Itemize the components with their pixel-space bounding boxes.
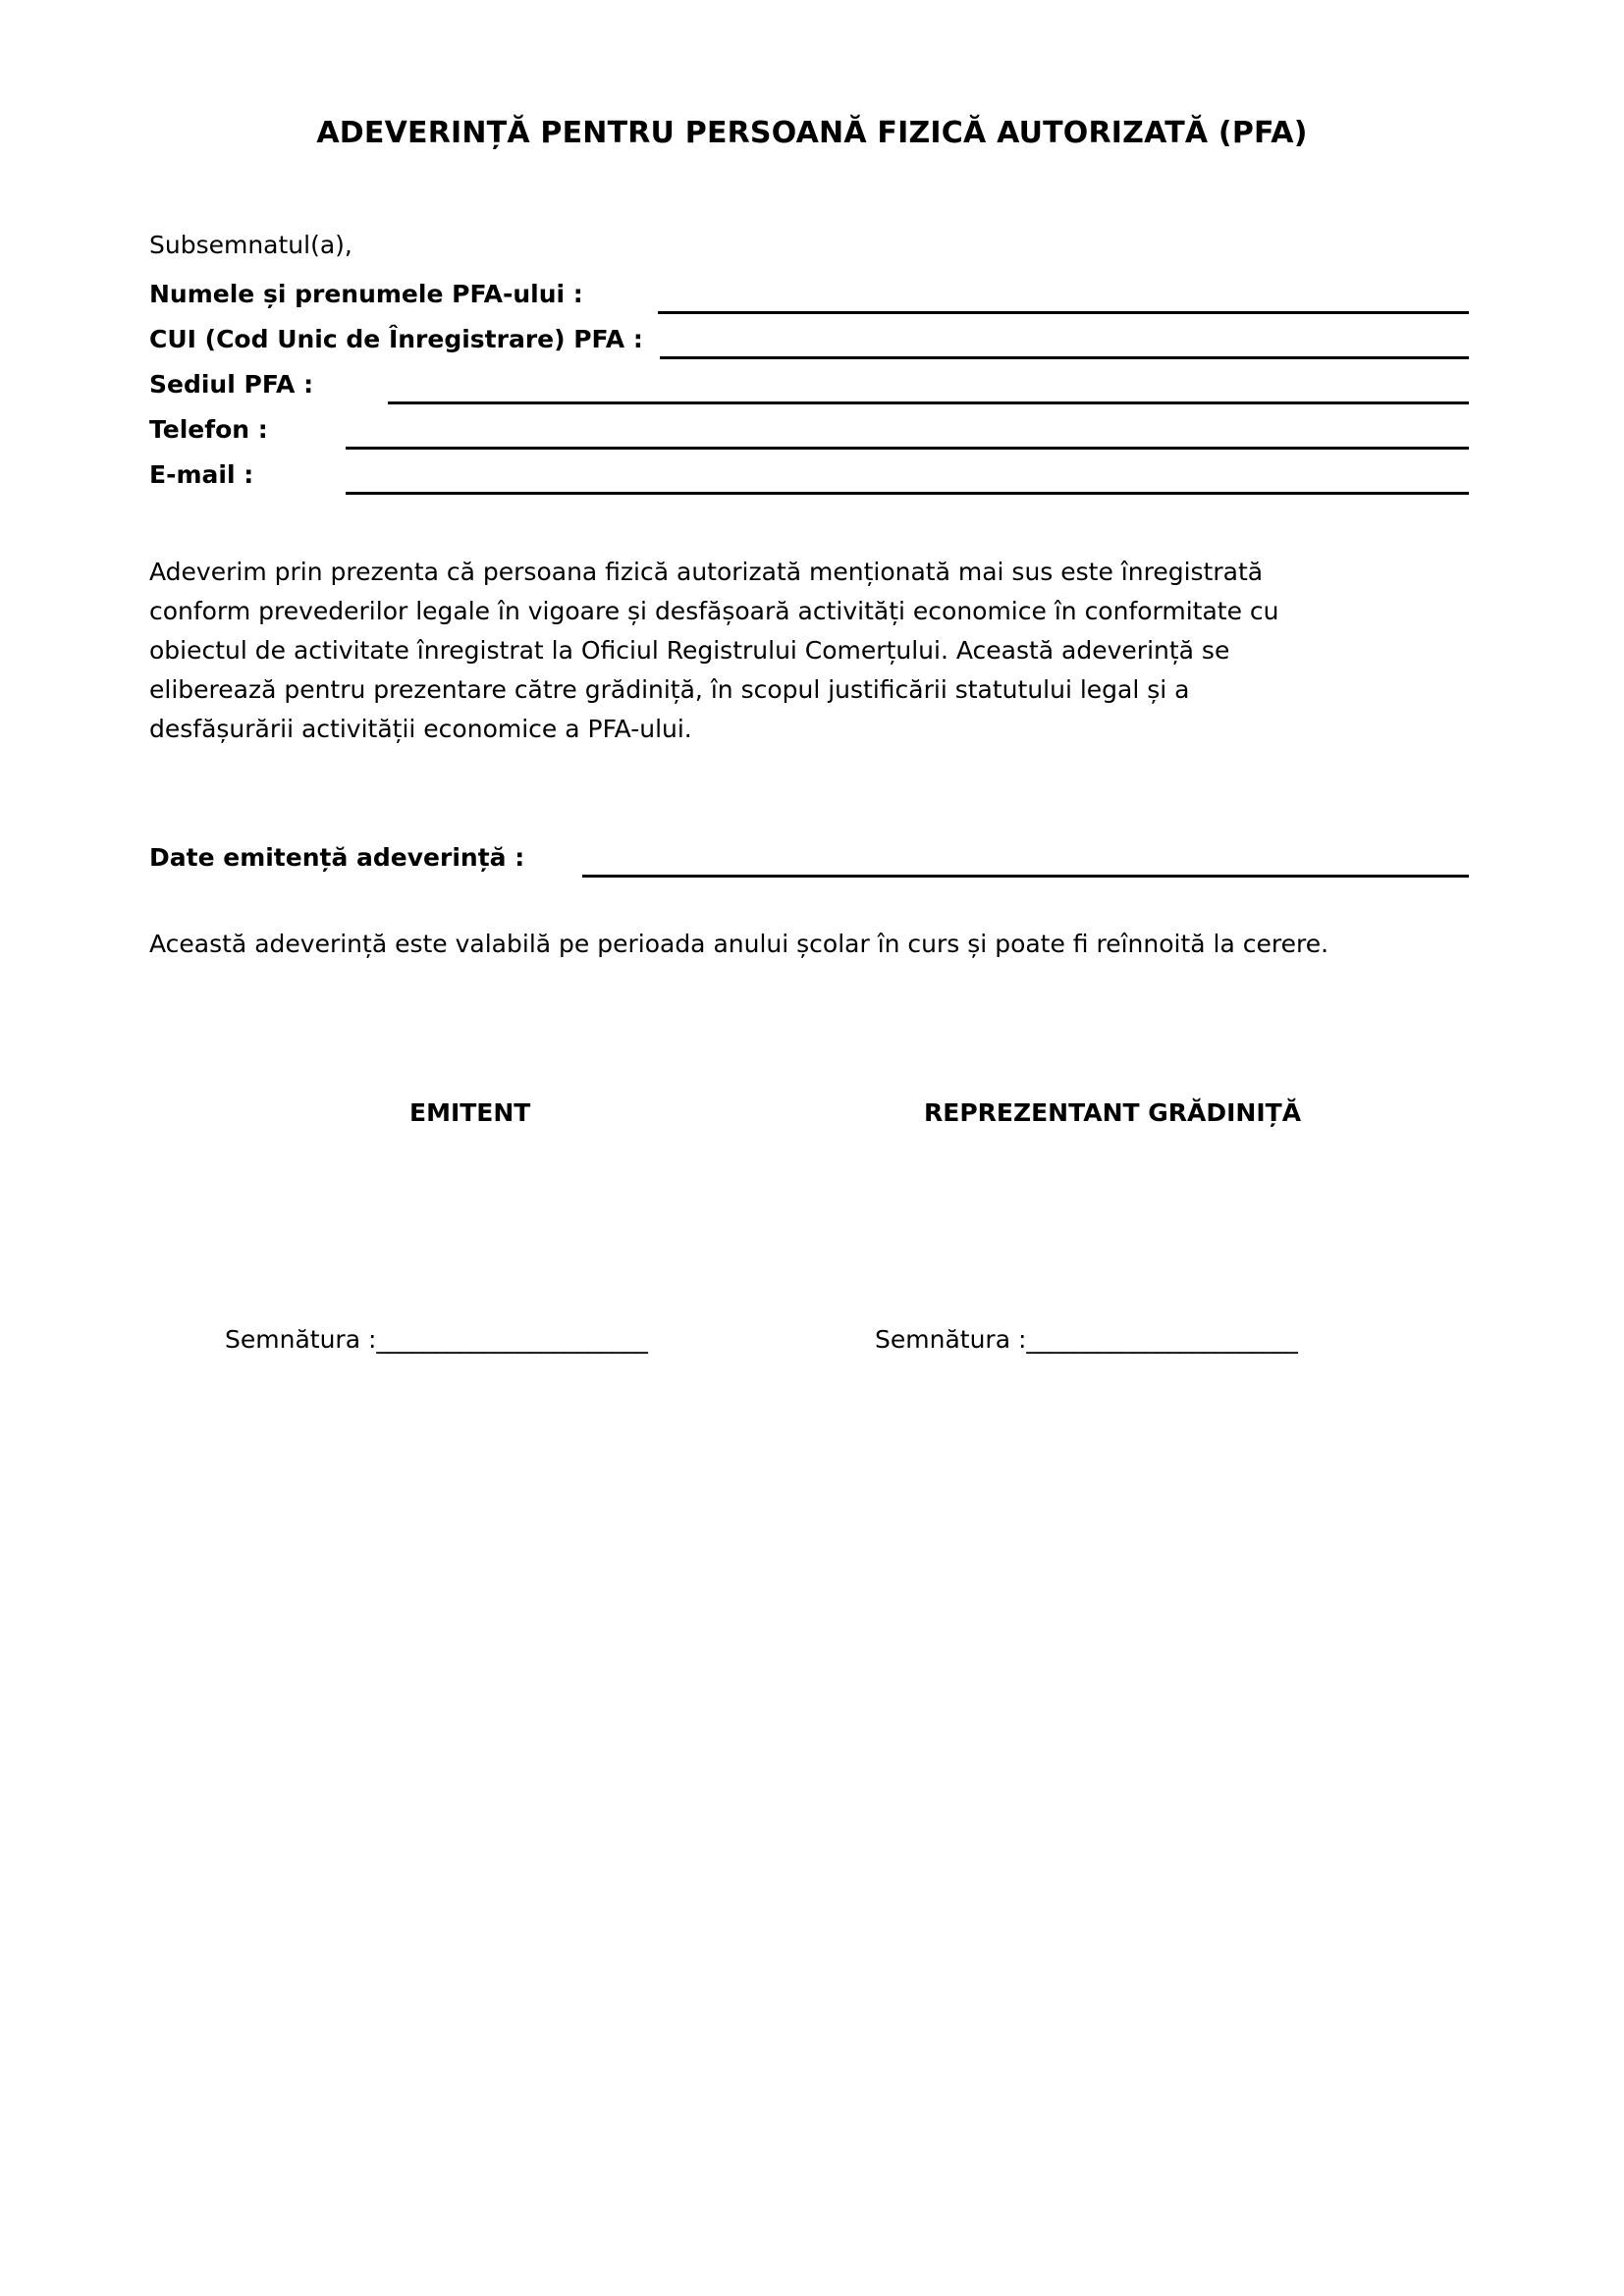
- field-label-email: E-mail :: [149, 460, 254, 489]
- signature-line-emitent: [225, 1324, 647, 1355]
- field-input-telefon[interactable]: [346, 447, 1469, 450]
- signature-heading-emitent: EMITENT: [409, 1098, 531, 1127]
- field-label-nume-prenume: Numele și prenumele PFA-ului :: [149, 280, 583, 308]
- field-input-date-emitenta[interactable]: [582, 875, 1469, 878]
- field-label-telefon: Telefon :: [149, 415, 268, 444]
- page-title: ADEVERINȚĂ PENTRU PERSOANĂ FIZICĂ AUTORIZATĂ (PFA): [316, 116, 1308, 150]
- field-input-email[interactable]: [346, 492, 1469, 495]
- signature-label-representative: Semnătura :: [875, 1325, 1027, 1354]
- intro-text: Subsemnatul(a),: [149, 231, 352, 259]
- body-paragraph: Adeverim prin prezenta că persoana fizică autorizată menționată mai sus este înregistrată conform prevederilor legale în vigoare și desfășoară activități economice în conformitate cu obiectul de activitate înregistrat la Oficiul Registrului Comerțului. Această adeverință se eliberează pentru prezentare către grădiniță, în scopul justificării statutului legal și a desfășurării activității economice a PFA-ului.: [149, 558, 1279, 743]
- signature-rule-emitent[interactable]: _______________________: [376, 1325, 648, 1354]
- signature-heading-representative: REPREZENTANT GRĂDINIȚĂ: [924, 1098, 1302, 1127]
- field-label-sediu: Sediul PFA :: [149, 370, 314, 399]
- validity-note: Această adeverință este valabilă pe perioada anului școlar în curs și poate fi reînnoită la cerere.: [149, 930, 1329, 958]
- field-input-nume-prenume[interactable]: [658, 311, 1469, 314]
- field-label-cui: CUI (Cod Unic de Înregistrare) PFA :: [149, 325, 643, 353]
- field-input-cui[interactable]: [660, 356, 1469, 359]
- signature-label-emitent: Semnătura :: [225, 1325, 377, 1354]
- signature-line-representative: [875, 1324, 1297, 1355]
- signature-rule-representative[interactable]: _______________________: [1026, 1325, 1298, 1354]
- field-label-date-emitenta: Date emitență adeverință :: [149, 843, 525, 872]
- field-input-sediu[interactable]: [388, 401, 1469, 404]
